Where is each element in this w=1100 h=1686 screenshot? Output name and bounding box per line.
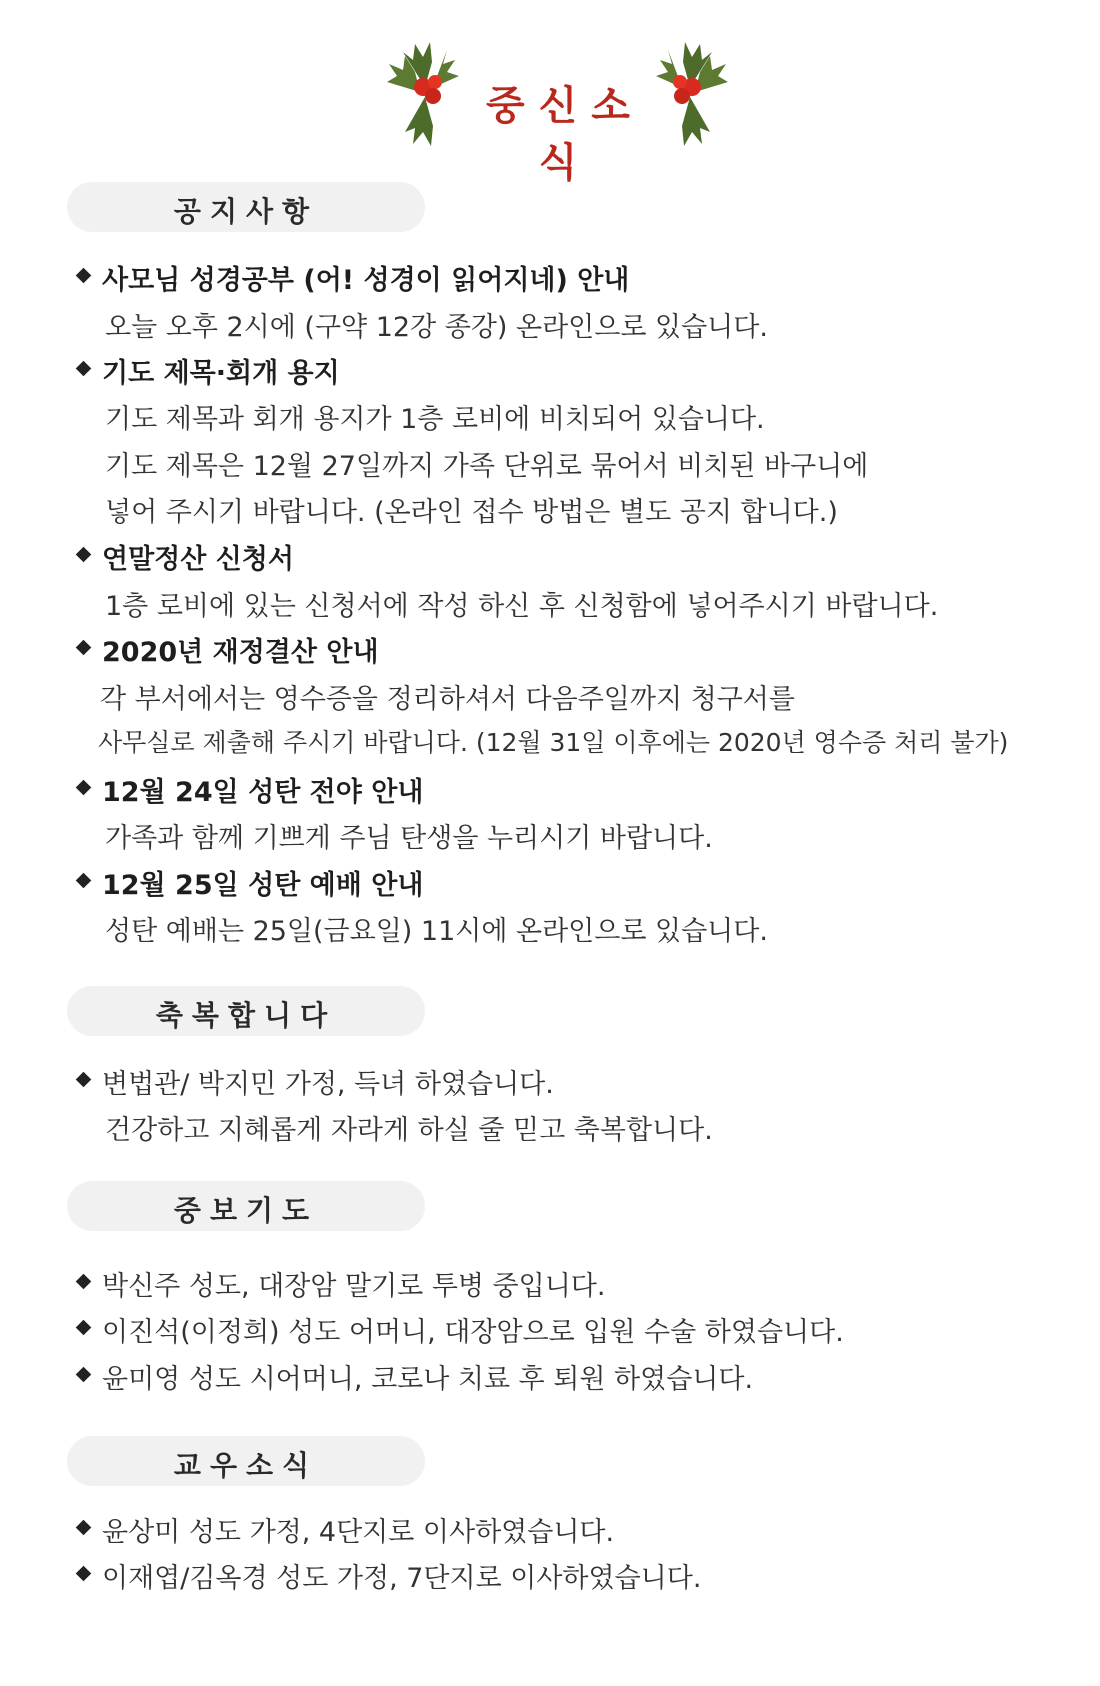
notice-text: 기도 제목과 회개 용지가 1층 로비에 비치되어 있습니다. (105, 404, 765, 435)
notice-title: 12월 25일 성탄 예배 안내 (102, 870, 424, 901)
notice-text: 성탄 예배는 25일(금요일) 11시에 온라인으로 있습니다. (105, 916, 768, 947)
holly-icon (640, 32, 730, 152)
newsletter-header (0, 32, 1100, 186)
blessing-text: 변법관/ 박지민 가정, 득녀 하였습니다. (102, 1069, 554, 1100)
bullet-icon (76, 1520, 92, 1536)
prayer-item: 윤미영 성도 시어머니, 코로나 치료 후 퇴원 하였습니다. (102, 1364, 754, 1395)
prayer-item: 박신주 성도, 대장암 말기로 투병 중입니다. (102, 1271, 606, 1302)
bullet-icon (76, 1274, 92, 1290)
bullet-icon (76, 640, 92, 656)
notice-title: 기도 제목·회개 용지 (102, 358, 340, 389)
bullet-icon (76, 268, 92, 284)
notice-text: 각 부서에서는 영수증을 정리하셔서 다음주일까지 청구서를 (100, 684, 795, 715)
bullet-icon (76, 1072, 92, 1088)
section-heading-label: 축복합니다 (155, 999, 337, 1032)
member-news-item: 윤상미 성도 가정, 4단지로 이사하였습니다. (102, 1517, 615, 1548)
bullet-icon (76, 361, 92, 377)
holly-icon (385, 32, 475, 152)
bullet-icon (76, 1367, 92, 1383)
blessing-text: 건강하고 지혜롭게 자라게 하실 줄 믿고 축복합니다. (105, 1115, 713, 1146)
section-heading-label: 교우소식 (173, 1449, 319, 1482)
section-heading-blessing (67, 986, 425, 1036)
notice-title: 12월 24일 성탄 전야 안내 (102, 777, 424, 808)
section-heading-label: 공지사항 (173, 195, 319, 228)
notice-text: 오늘 오후 2시에 (구약 12강 종강) 온라인으로 있습니다. (105, 312, 768, 343)
bullet-icon (76, 547, 92, 563)
notice-text: 가족과 함께 기쁘게 주님 탄생을 누리시기 바랍니다. (105, 823, 713, 854)
page-title: 중신소식 (486, 83, 644, 186)
notice-title: 사모님 성경공부 (어! 성경이 읽어지네) 안내 (102, 265, 630, 296)
bullet-icon (76, 1566, 92, 1582)
notice-title: 2020년 재정결산 안내 (102, 637, 379, 668)
notice-text: 1층 로비에 있는 신청서에 작성 하신 후 신청함에 넣어주시기 바랍니다. (105, 591, 939, 622)
notice-text: 기도 제목은 12월 27일까지 가족 단위로 묶어서 비치된 바구니에 (105, 451, 869, 482)
bullet-icon (76, 780, 92, 796)
notice-title: 연말정산 신청서 (102, 544, 294, 575)
section-heading-prayer (67, 1181, 425, 1231)
member-news-item: 이재엽/김옥경 성도 가정, 7단지로 이사하였습니다. (102, 1563, 702, 1594)
prayer-item: 이진석(이정희) 성도 어머니, 대장암으로 입원 수술 하였습니다. (102, 1317, 844, 1348)
section-heading-notices (67, 182, 425, 232)
bullet-icon (76, 873, 92, 889)
section-heading-members (67, 1436, 425, 1486)
notice-text: 사무실로 제출해 주시기 바랍니다. (12월 31일 이후에는 2020년 영수증 처리 불가) (98, 728, 1009, 757)
notice-text: 넣어 주시기 바랍니다. (온라인 접수 방법은 별도 공지 합니다.) (105, 497, 838, 528)
bullet-icon (76, 1320, 92, 1336)
section-heading-label: 중보기도 (173, 1194, 319, 1227)
